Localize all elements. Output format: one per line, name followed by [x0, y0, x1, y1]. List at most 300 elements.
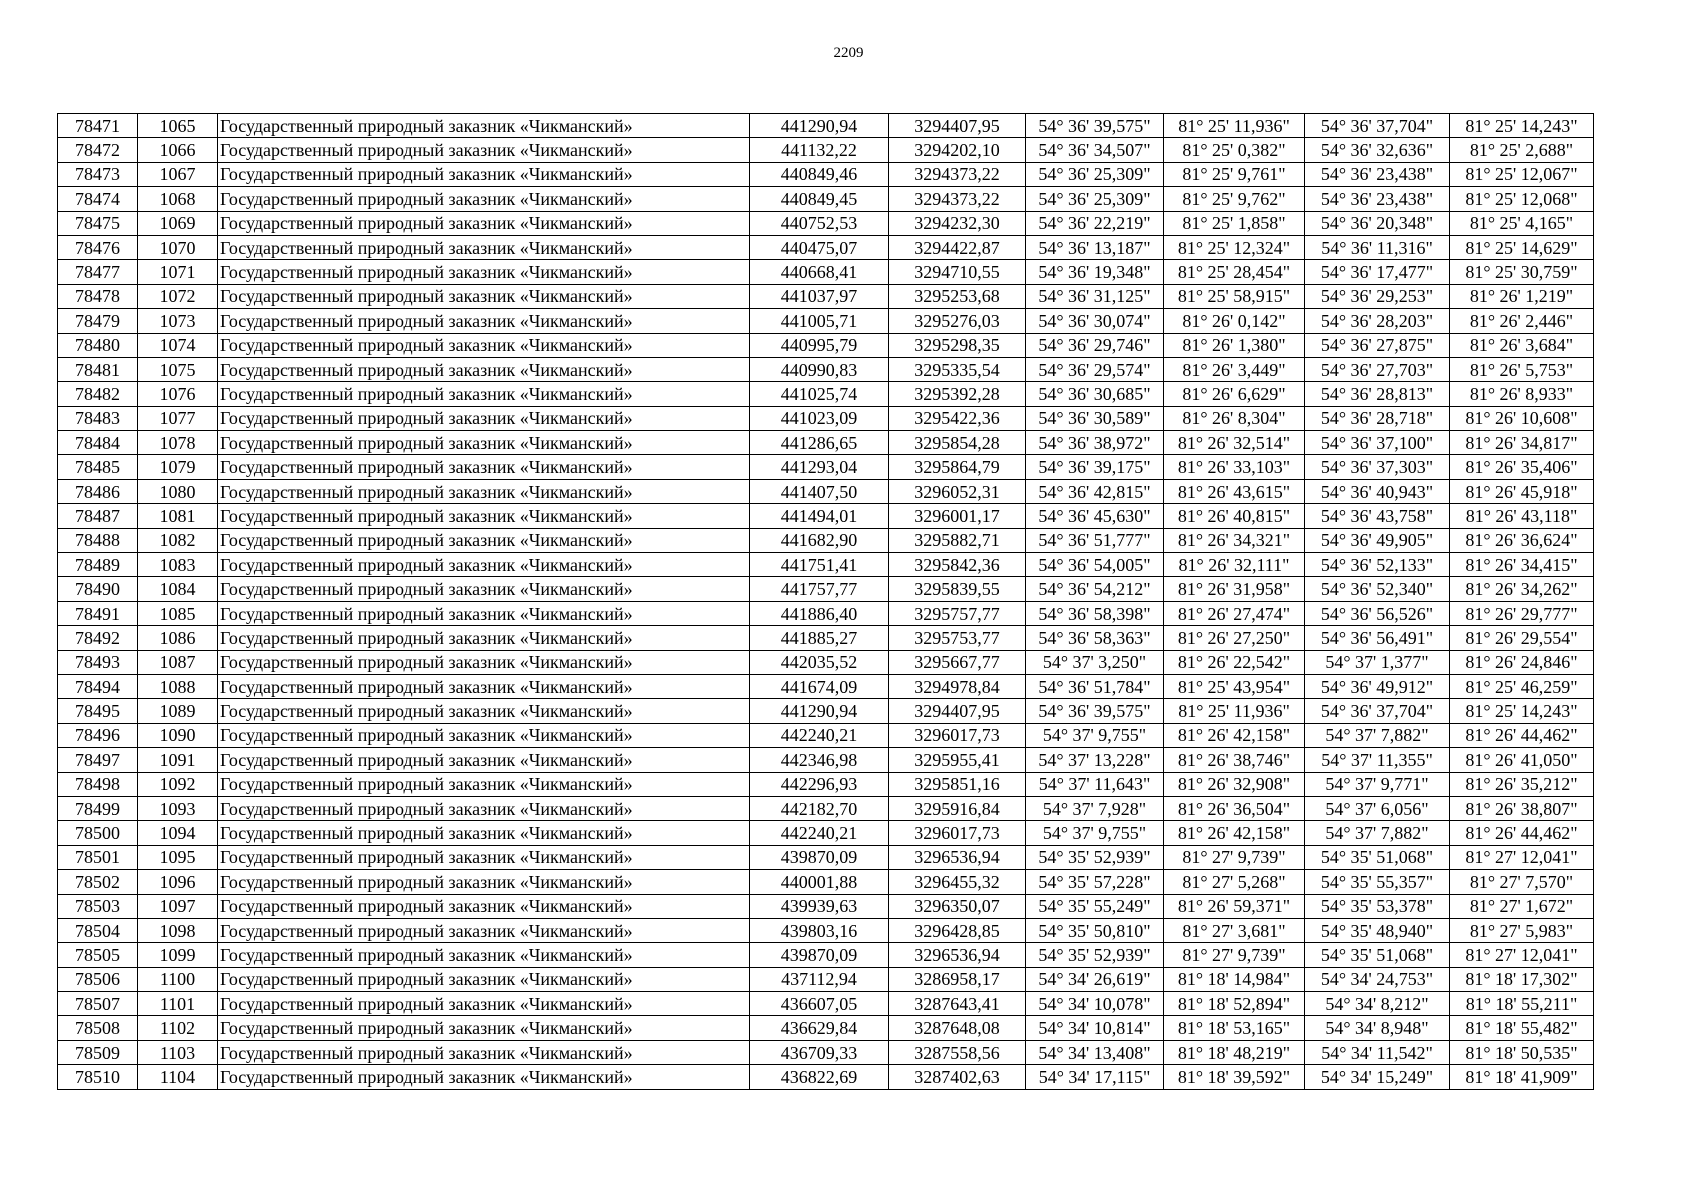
table-row: [58, 114, 1594, 138]
table-cell-y: 3295851,16: [889, 772, 1026, 796]
table-cell-lon-2: 81° 26' 29,554": [1450, 626, 1594, 650]
table-cell-name: Государственный природный заказник «Чикманский»: [218, 699, 750, 723]
table-cell-lat-1: 54° 37' 9,755": [1026, 723, 1164, 747]
table-cell-lon-2: 81° 26' 29,777": [1450, 601, 1594, 625]
table-row: [58, 577, 1594, 601]
table-cell-lon-2: 81° 27' 5,983": [1450, 918, 1594, 942]
table-cell-y: 3295916,84: [889, 796, 1026, 820]
table-row: [58, 772, 1594, 796]
table-cell-y: 3295864,79: [889, 455, 1026, 479]
table-cell-lat-2: 54° 37' 1,377": [1305, 650, 1450, 674]
table-row: [58, 455, 1594, 479]
table-cell-lat-2: 54° 36' 49,912": [1305, 674, 1450, 698]
table-cell-lon-2: 81° 26' 34,262": [1450, 577, 1594, 601]
table-cell-lat-2: 54° 36' 28,718": [1305, 406, 1450, 430]
table-cell-name: Государственный природный заказник «Чикманский»: [218, 796, 750, 820]
table-cell-lon-2: 81° 26' 38,807": [1450, 796, 1594, 820]
table-cell-lon-1: 81° 18' 52,894": [1164, 992, 1305, 1016]
table-cell-x: 439870,09: [750, 845, 889, 869]
table-cell-name: Государственный природный заказник «Чикманский»: [218, 870, 750, 894]
table-cell-name: Государственный природный заказник «Чикманский»: [218, 748, 750, 772]
table-cell-number: 1086: [138, 626, 218, 650]
table-cell-y: 3295753,77: [889, 626, 1026, 650]
table-cell-lat-1: 54° 36' 51,784": [1026, 674, 1164, 698]
table-cell-id: 78498: [58, 772, 138, 796]
table-cell-lon-1: 81° 18' 53,165": [1164, 1016, 1305, 1040]
table-cell-id: 78501: [58, 845, 138, 869]
table-cell-number: 1085: [138, 601, 218, 625]
table-cell-number: 1083: [138, 553, 218, 577]
table-cell-lon-1: 81° 18' 39,592": [1164, 1065, 1305, 1089]
table-cell-name: Государственный природный заказник «Чикманский»: [218, 577, 750, 601]
table-row: [58, 406, 1594, 430]
table-cell-lon-1: 81° 26' 34,321": [1164, 528, 1305, 552]
table-cell-name: Государственный природный заказник «Чикманский»: [218, 333, 750, 357]
table-cell-y: 3296001,17: [889, 504, 1026, 528]
page-number: 2209: [833, 45, 864, 61]
table-cell-number: 1066: [138, 138, 218, 162]
table-cell-lat-1: 54° 35' 50,810": [1026, 918, 1164, 942]
table-cell-x: 442296,93: [750, 772, 889, 796]
table-cell-lat-2: 54° 36' 37,704": [1305, 699, 1450, 723]
table-row: [58, 845, 1594, 869]
table-cell-y: 3294422,87: [889, 235, 1026, 259]
table-cell-lon-1: 81° 26' 3,449": [1164, 357, 1305, 381]
table-cell-id: 78490: [58, 577, 138, 601]
table-cell-lat-2: 54° 36' 28,813": [1305, 382, 1450, 406]
table-cell-id: 78482: [58, 382, 138, 406]
table-cell-y: 3296536,94: [889, 845, 1026, 869]
table-cell-x: 440995,79: [750, 333, 889, 357]
table-cell-lon-1: 81° 26' 32,908": [1164, 772, 1305, 796]
table-cell-y: 3295882,71: [889, 528, 1026, 552]
table-cell-id: 78478: [58, 284, 138, 308]
table-cell-x: 439939,63: [750, 894, 889, 918]
table-cell-y: 3294202,10: [889, 138, 1026, 162]
table-row: [58, 162, 1594, 186]
table-cell-lat-2: 54° 36' 52,133": [1305, 553, 1450, 577]
table-cell-number: 1101: [138, 992, 218, 1016]
table-body: [58, 114, 1594, 1090]
table-cell-number: 1098: [138, 918, 218, 942]
table-cell-lat-1: 54° 36' 22,219": [1026, 211, 1164, 235]
table-cell-lat-1: 54° 35' 57,228": [1026, 870, 1164, 894]
table-cell-name: Государственный природный заказник «Чикманский»: [218, 187, 750, 211]
table-cell-lat-1: 54° 36' 19,348": [1026, 260, 1164, 284]
table-cell-lon-2: 81° 26' 2,446": [1450, 309, 1594, 333]
table-cell-lon-1: 81° 27' 9,739": [1164, 943, 1305, 967]
table-cell-lat-1: 54° 36' 45,630": [1026, 504, 1164, 528]
table-cell-y: 3296350,07: [889, 894, 1026, 918]
table-row: [58, 284, 1594, 308]
table-cell-lon-1: 81° 26' 22,542": [1164, 650, 1305, 674]
table-cell-lon-1: 81° 26' 1,380": [1164, 333, 1305, 357]
table-row: [58, 601, 1594, 625]
table-cell-lat-1: 54° 35' 52,939": [1026, 943, 1164, 967]
table-cell-lat-2: 54° 36' 52,340": [1305, 577, 1450, 601]
table-cell-lat-1: 54° 35' 52,939": [1026, 845, 1164, 869]
table-cell-lon-1: 81° 26' 38,746": [1164, 748, 1305, 772]
table-row: [58, 1016, 1594, 1040]
table-cell-lat-1: 54° 34' 13,408": [1026, 1040, 1164, 1064]
table-cell-lat-1: 54° 36' 29,746": [1026, 333, 1164, 357]
table-cell-x: 436629,84: [750, 1016, 889, 1040]
table-cell-id: 78486: [58, 479, 138, 503]
table-cell-lon-1: 81° 26' 43,615": [1164, 479, 1305, 503]
table-cell-lon-1: 81° 26' 27,250": [1164, 626, 1305, 650]
table-row: [58, 138, 1594, 162]
table-row: [58, 626, 1594, 650]
table-cell-lon-2: 81° 25' 14,629": [1450, 235, 1594, 259]
table-cell-number: 1097: [138, 894, 218, 918]
table-cell-id: 78473: [58, 162, 138, 186]
table-cell-lon-1: 81° 25' 28,454": [1164, 260, 1305, 284]
table-cell-lon-1: 81° 26' 27,474": [1164, 601, 1305, 625]
table-cell-lat-2: 54° 34' 15,249": [1305, 1065, 1450, 1089]
table-cell-name: Государственный природный заказник «Чикманский»: [218, 894, 750, 918]
table-cell-lat-2: 54° 37' 6,056": [1305, 796, 1450, 820]
table-cell-x: 441290,94: [750, 699, 889, 723]
table-cell-name: Государственный природный заказник «Чикманский»: [218, 309, 750, 333]
table-cell-id: 78493: [58, 650, 138, 674]
table-cell-id: 78500: [58, 821, 138, 845]
table-cell-id: 78474: [58, 187, 138, 211]
table-cell-id: 78510: [58, 1065, 138, 1089]
table-cell-number: 1080: [138, 479, 218, 503]
table-row: [58, 699, 1594, 723]
table-cell-y: 3294373,22: [889, 187, 1026, 211]
table-cell-number: 1100: [138, 967, 218, 991]
table-cell-lat-2: 54° 36' 27,875": [1305, 333, 1450, 357]
table-cell-y: 3296536,94: [889, 943, 1026, 967]
table-cell-lon-2: 81° 26' 35,212": [1450, 772, 1594, 796]
table-cell-x: 441025,74: [750, 382, 889, 406]
table-cell-lat-1: 54° 36' 38,972": [1026, 431, 1164, 455]
table-cell-x: 436607,05: [750, 992, 889, 1016]
table-cell-number: 1092: [138, 772, 218, 796]
table-cell-lat-1: 54° 36' 42,815": [1026, 479, 1164, 503]
table-cell-lat-2: 54° 37' 7,882": [1305, 821, 1450, 845]
table-cell-id: 78479: [58, 309, 138, 333]
table-cell-name: Государственный природный заказник «Чикманский»: [218, 357, 750, 381]
table-cell-x: 442035,52: [750, 650, 889, 674]
table-cell-id: 78488: [58, 528, 138, 552]
table-cell-lat-2: 54° 36' 49,905": [1305, 528, 1450, 552]
table-cell-id: 78507: [58, 992, 138, 1016]
table-cell-name: Государственный природный заказник «Чикманский»: [218, 650, 750, 674]
table-cell-name: Государственный природный заказник «Чикманский»: [218, 114, 750, 138]
table-cell-lon-1: 81° 26' 8,304": [1164, 406, 1305, 430]
table-cell-name: Государственный природный заказник «Чикманский»: [218, 455, 750, 479]
table-cell-y: 3294407,95: [889, 699, 1026, 723]
table-cell-lat-1: 54° 37' 3,250": [1026, 650, 1164, 674]
table-row: [58, 992, 1594, 1016]
table-cell-id: 78477: [58, 260, 138, 284]
table-cell-number: 1082: [138, 528, 218, 552]
table-cell-lon-2: 81° 27' 12,041": [1450, 943, 1594, 967]
table-cell-id: 78506: [58, 967, 138, 991]
table-cell-name: Государственный природный заказник «Чикманский»: [218, 479, 750, 503]
table-cell-y: 3287402,63: [889, 1065, 1026, 1089]
table-row: [58, 894, 1594, 918]
table-cell-name: Государственный природный заказник «Чикманский»: [218, 723, 750, 747]
table-cell-x: 436822,69: [750, 1065, 889, 1089]
table-cell-number: 1091: [138, 748, 218, 772]
table-cell-name: Государственный природный заказник «Чикманский»: [218, 601, 750, 625]
table-cell-id: 78505: [58, 943, 138, 967]
table-cell-y: 3287648,08: [889, 1016, 1026, 1040]
table-cell-name: Государственный природный заказник «Чикманский»: [218, 821, 750, 845]
table-cell-number: 1072: [138, 284, 218, 308]
table-cell-name: Государственный природный заказник «Чикманский»: [218, 260, 750, 284]
table-cell-x: 441286,65: [750, 431, 889, 455]
table-cell-lat-1: 54° 36' 30,074": [1026, 309, 1164, 333]
table-cell-lon-1: 81° 27' 5,268": [1164, 870, 1305, 894]
table-cell-lon-2: 81° 26' 8,933": [1450, 382, 1594, 406]
table-cell-lat-2: 54° 35' 51,068": [1305, 845, 1450, 869]
table-cell-lat-2: 54° 36' 37,704": [1305, 114, 1450, 138]
table-cell-x: 441005,71: [750, 309, 889, 333]
table-cell-name: Государственный природный заказник «Чикманский»: [218, 674, 750, 698]
table-cell-x: 441293,04: [750, 455, 889, 479]
table-row: [58, 504, 1594, 528]
table-cell-lon-2: 81° 26' 45,918": [1450, 479, 1594, 503]
table-cell-name: Государственный природный заказник «Чикманский»: [218, 1040, 750, 1064]
table-cell-lat-1: 54° 35' 55,249": [1026, 894, 1164, 918]
table-cell-x: 441886,40: [750, 601, 889, 625]
table-cell-x: 441132,22: [750, 138, 889, 162]
table-cell-name: Государственный природный заказник «Чикманский»: [218, 382, 750, 406]
table-cell-lon-2: 81° 25' 14,243": [1450, 699, 1594, 723]
table-row: [58, 796, 1594, 820]
table-cell-number: 1078: [138, 431, 218, 455]
table-cell-id: 78503: [58, 894, 138, 918]
table-cell-name: Государственный природный заказник «Чикманский»: [218, 162, 750, 186]
table-cell-y: 3296455,32: [889, 870, 1026, 894]
table-cell-lon-1: 81° 26' 36,504": [1164, 796, 1305, 820]
table-cell-lon-1: 81° 25' 58,915": [1164, 284, 1305, 308]
table-cell-name: Государственный природный заказник «Чикманский»: [218, 918, 750, 942]
table-cell-y: 3295955,41: [889, 748, 1026, 772]
table-cell-x: 441494,01: [750, 504, 889, 528]
table-cell-lat-1: 54° 37' 9,755": [1026, 821, 1164, 845]
table-cell-y: 3286958,17: [889, 967, 1026, 991]
table-cell-lat-2: 54° 34' 8,212": [1305, 992, 1450, 1016]
table-row: [58, 723, 1594, 747]
table-cell-lon-2: 81° 26' 43,118": [1450, 504, 1594, 528]
table-cell-name: Государственный природный заказник «Чикманский»: [218, 431, 750, 455]
table-cell-y: 3295854,28: [889, 431, 1026, 455]
table-cell-x: 437112,94: [750, 967, 889, 991]
table-cell-lon-1: 81° 18' 14,984": [1164, 967, 1305, 991]
table-cell-lat-2: 54° 36' 17,477": [1305, 260, 1450, 284]
table-cell-name: Государственный природный заказник «Чикманский»: [218, 528, 750, 552]
table-cell-lat-1: 54° 36' 39,575": [1026, 114, 1164, 138]
table-cell-lon-1: 81° 26' 42,158": [1164, 821, 1305, 845]
table-cell-id: 78509: [58, 1040, 138, 1064]
table-cell-lon-2: 81° 27' 7,570": [1450, 870, 1594, 894]
table-row: [58, 260, 1594, 284]
table-cell-name: Государственный природный заказник «Чикманский»: [218, 845, 750, 869]
table-cell-x: 440475,07: [750, 235, 889, 259]
table-cell-y: 3295276,03: [889, 309, 1026, 333]
table-row: [58, 918, 1594, 942]
table-cell-lon-1: 81° 26' 32,111": [1164, 553, 1305, 577]
table-cell-lon-1: 81° 26' 42,158": [1164, 723, 1305, 747]
table-cell-x: 441674,09: [750, 674, 889, 698]
table-row: [58, 748, 1594, 772]
table-cell-x: 439803,16: [750, 918, 889, 942]
table-cell-lat-2: 54° 34' 24,753": [1305, 967, 1450, 991]
table-cell-lat-2: 54° 36' 11,316": [1305, 235, 1450, 259]
table-cell-lat-1: 54° 36' 58,363": [1026, 626, 1164, 650]
table-cell-id: 78496: [58, 723, 138, 747]
table-cell-id: 78471: [58, 114, 138, 138]
table-cell-lat-2: 54° 37' 7,882": [1305, 723, 1450, 747]
table-row: [58, 650, 1594, 674]
table-cell-lon-2: 81° 26' 3,684": [1450, 333, 1594, 357]
table-cell-lat-2: 54° 36' 23,438": [1305, 187, 1450, 211]
table-cell-lat-1: 54° 36' 25,309": [1026, 187, 1164, 211]
table-row: [58, 553, 1594, 577]
table-cell-id: 78502: [58, 870, 138, 894]
table-cell-id: 78484: [58, 431, 138, 455]
table-cell-name: Государственный природный заказник «Чикманский»: [218, 406, 750, 430]
table-cell-lat-2: 54° 34' 8,948": [1305, 1016, 1450, 1040]
table-row: [58, 235, 1594, 259]
table-cell-y: 3295757,77: [889, 601, 1026, 625]
table-cell-number: 1103: [138, 1040, 218, 1064]
table-cell-lon-2: 81° 26' 34,817": [1450, 431, 1594, 455]
table-cell-name: Государственный природный заказник «Чикманский»: [218, 553, 750, 577]
table-cell-y: 3295667,77: [889, 650, 1026, 674]
table-cell-id: 78476: [58, 235, 138, 259]
table-cell-lon-1: 81° 25' 9,761": [1164, 162, 1305, 186]
table-cell-x: 442182,70: [750, 796, 889, 820]
table-cell-lat-1: 54° 36' 54,005": [1026, 553, 1164, 577]
table-cell-id: 78491: [58, 601, 138, 625]
table-cell-lon-1: 81° 26' 6,629": [1164, 382, 1305, 406]
table-cell-lat-1: 54° 36' 13,187": [1026, 235, 1164, 259]
table-cell-x: 436709,33: [750, 1040, 889, 1064]
table-cell-number: 1093: [138, 796, 218, 820]
table-cell-lat-1: 54° 36' 34,507": [1026, 138, 1164, 162]
table-cell-lon-2: 81° 25' 2,688": [1450, 138, 1594, 162]
table-cell-y: 3295298,35: [889, 333, 1026, 357]
table-cell-x: 441885,27: [750, 626, 889, 650]
table-cell-number: 1074: [138, 333, 218, 357]
table-cell-lon-2: 81° 26' 44,462": [1450, 821, 1594, 845]
table-cell-number: 1075: [138, 357, 218, 381]
table-cell-y: 3296017,73: [889, 821, 1026, 845]
table-cell-lon-1: 81° 25' 11,936": [1164, 699, 1305, 723]
table-cell-number: 1096: [138, 870, 218, 894]
table-cell-id: 78475: [58, 211, 138, 235]
table-cell-number: 1065: [138, 114, 218, 138]
table-cell-number: 1067: [138, 162, 218, 186]
table-cell-lat-2: 54° 36' 20,348": [1305, 211, 1450, 235]
table-cell-id: 78492: [58, 626, 138, 650]
table-cell-lon-2: 81° 26' 5,753": [1450, 357, 1594, 381]
table-cell-y: 3295392,28: [889, 382, 1026, 406]
table-cell-lon-1: 81° 25' 9,762": [1164, 187, 1305, 211]
table-cell-number: 1070: [138, 235, 218, 259]
table-cell-lat-1: 54° 34' 17,115": [1026, 1065, 1164, 1089]
table-cell-lon-2: 81° 26' 10,608": [1450, 406, 1594, 430]
table-cell-x: 442240,21: [750, 723, 889, 747]
table-cell-number: 1087: [138, 650, 218, 674]
table-cell-lon-2: 81° 27' 12,041": [1450, 845, 1594, 869]
table-cell-lat-2: 54° 35' 48,940": [1305, 918, 1450, 942]
table-cell-x: 440752,53: [750, 211, 889, 235]
table-cell-lon-1: 81° 27' 3,681": [1164, 918, 1305, 942]
table-cell-number: 1088: [138, 674, 218, 698]
table-cell-lat-1: 54° 34' 26,619": [1026, 967, 1164, 991]
table-cell-lon-2: 81° 26' 36,624": [1450, 528, 1594, 552]
table-cell-id: 78497: [58, 748, 138, 772]
table-cell-lat-1: 54° 36' 39,175": [1026, 455, 1164, 479]
table-row: [58, 382, 1594, 406]
table-cell-lon-2: 81° 26' 41,050": [1450, 748, 1594, 772]
table-row: [58, 674, 1594, 698]
table-cell-x: 439870,09: [750, 943, 889, 967]
table-cell-lon-2: 81° 26' 35,406": [1450, 455, 1594, 479]
table-cell-lon-2: 81° 25' 30,759": [1450, 260, 1594, 284]
table-row: [58, 479, 1594, 503]
table-cell-name: Государственный природный заказник «Чикманский»: [218, 504, 750, 528]
table-cell-y: 3294407,95: [889, 114, 1026, 138]
table-cell-number: 1077: [138, 406, 218, 430]
table-cell-lat-2: 54° 36' 43,758": [1305, 504, 1450, 528]
table-cell-id: 78499: [58, 796, 138, 820]
table-cell-lat-1: 54° 37' 11,643": [1026, 772, 1164, 796]
table-cell-lat-2: 54° 35' 51,068": [1305, 943, 1450, 967]
table-cell-number: 1089: [138, 699, 218, 723]
table-row: [58, 1065, 1594, 1089]
table-cell-lat-2: 54° 37' 11,355": [1305, 748, 1450, 772]
table-cell-lon-2: 81° 25' 46,259": [1450, 674, 1594, 698]
table-cell-lat-1: 54° 36' 29,574": [1026, 357, 1164, 381]
table-cell-lon-1: 81° 26' 0,142": [1164, 309, 1305, 333]
table-cell-id: 78508: [58, 1016, 138, 1040]
table-cell-name: Государственный природный заказник «Чикманский»: [218, 235, 750, 259]
table-cell-y: 3294710,55: [889, 260, 1026, 284]
table-cell-number: 1099: [138, 943, 218, 967]
table-cell-lon-2: 81° 18' 17,302": [1450, 967, 1594, 991]
table-row: [58, 357, 1594, 381]
table-cell-number: 1081: [138, 504, 218, 528]
table-cell-number: 1079: [138, 455, 218, 479]
table-cell-number: 1076: [138, 382, 218, 406]
table-cell-lat-1: 54° 36' 51,777": [1026, 528, 1164, 552]
table-cell-name: Государственный природный заказник «Чикманский»: [218, 1016, 750, 1040]
table-cell-x: 442346,98: [750, 748, 889, 772]
table-cell-x: 440990,83: [750, 357, 889, 381]
table-cell-lon-1: 81° 27' 9,739": [1164, 845, 1305, 869]
table-cell-y: 3295842,36: [889, 553, 1026, 577]
table-cell-lat-1: 54° 36' 54,212": [1026, 577, 1164, 601]
table-cell-lon-1: 81° 25' 11,936": [1164, 114, 1305, 138]
table-cell-lat-2: 54° 36' 56,526": [1305, 601, 1450, 625]
table-cell-x: 440849,45: [750, 187, 889, 211]
table-row: [58, 431, 1594, 455]
table-cell-lon-1: 81° 25' 43,954": [1164, 674, 1305, 698]
table-cell-lat-2: 54° 35' 55,357": [1305, 870, 1450, 894]
table-cell-y: 3296017,73: [889, 723, 1026, 747]
table-cell-lon-2: 81° 25' 12,068": [1450, 187, 1594, 211]
table-cell-lat-1: 54° 36' 30,589": [1026, 406, 1164, 430]
table-cell-lon-2: 81° 18' 55,211": [1450, 992, 1594, 1016]
